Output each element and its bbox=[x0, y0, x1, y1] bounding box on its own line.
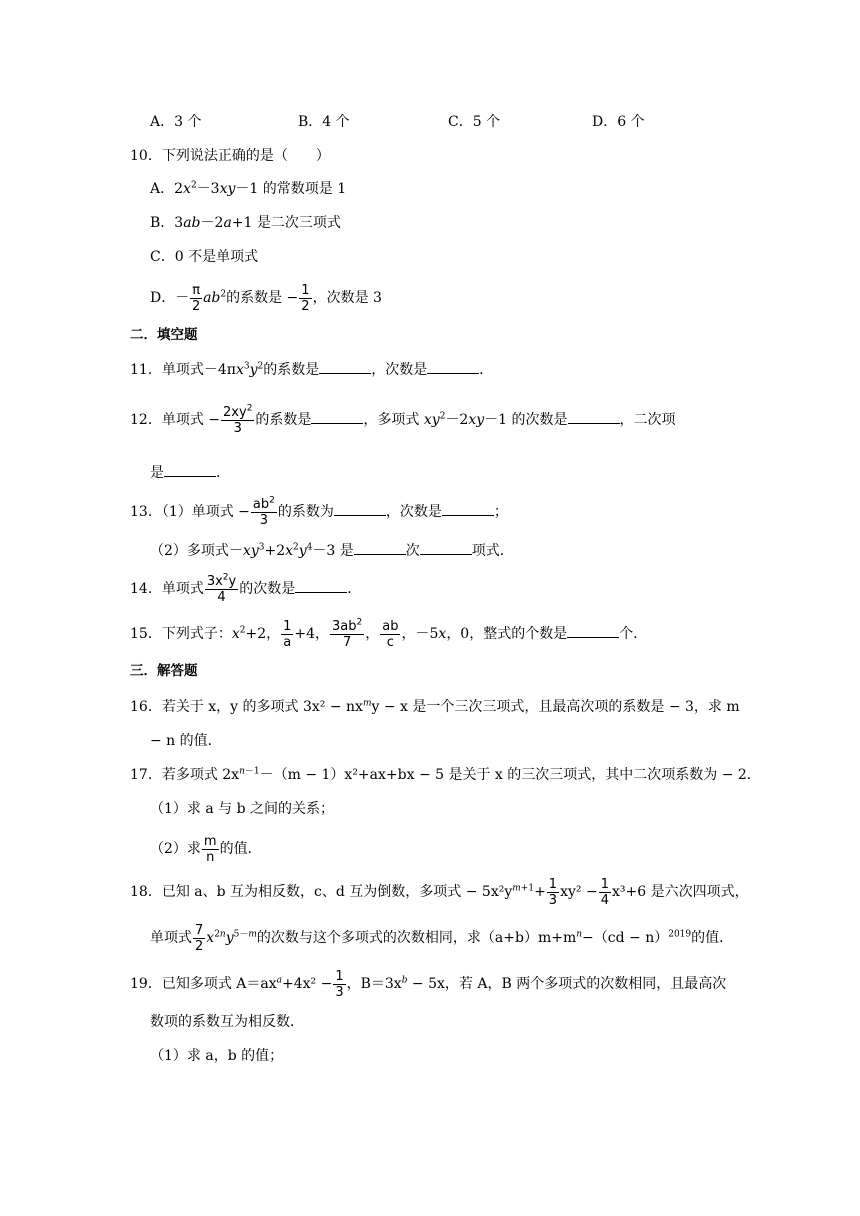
fraction: $\frac{1}{4}$ bbox=[600, 876, 609, 908]
answer-blank bbox=[568, 409, 620, 424]
q10-option-a: A．$2x^2-3xy-1$ 的常数项是 1 bbox=[150, 180, 347, 197]
answer-blank bbox=[442, 501, 494, 516]
fraction: $\frac{1}{3}$ bbox=[335, 968, 344, 1000]
q10-option-b: B．3ab－2a+1 是二次三项式 bbox=[150, 215, 341, 231]
fraction: $\frac{3x^2y}{4}$ bbox=[206, 572, 237, 605]
q9-option-a: A．3 个 bbox=[150, 114, 202, 130]
answer-blank bbox=[319, 359, 371, 374]
answer-blank bbox=[311, 409, 363, 424]
fraction: $\frac{7}{2}$ bbox=[195, 922, 204, 954]
answer-blank bbox=[334, 501, 386, 516]
section-answer-title: 三．解答题 bbox=[130, 663, 198, 679]
answer-blank bbox=[295, 578, 347, 593]
fraction: $\frac{\pi}{2}$ bbox=[192, 282, 201, 314]
q10-option-d: D．－ $\frac{\pi}{2}$ $ab^2$的系数是 − $\frac{1}{2}$ ，次数是 3 bbox=[150, 282, 382, 314]
answer-blank bbox=[420, 540, 472, 555]
q10-stem: 10．下列说法正确的是（ ） bbox=[130, 148, 330, 164]
q15: 15．下列式子：$x^2+2$， $\frac{1}{a}$ +4， $\frac{3ab^2}{7}$ ， $\frac{ab}{c}$ ，－5x，0，整式的个数是 个． bbox=[130, 617, 648, 650]
q12-line2: 是 ． bbox=[150, 462, 230, 483]
q16-line1: 16．若关于 x，y 的多项式 $3x^2 - nx^my - x$ 是一个三次三项式，且最高次项的系数是 − 3，求 m bbox=[130, 698, 740, 715]
fraction: $\frac{3ab^2}{7}$ bbox=[332, 617, 363, 650]
q18-line2: 单项式 $\frac{7}{2}$ $x^{2n}y^{5-m}$的次数与这个多项式的次数相同，求$(a+b)m+m^n-(cd - n)^{2019}$的值． bbox=[150, 922, 734, 954]
q17-part2: （2）求 $\frac{m}{n}$ 的值． bbox=[150, 833, 262, 865]
fraction: $\frac{1}{3}$ bbox=[548, 876, 558, 908]
q17-part1: （1）求 a 与 b 之间的关系； bbox=[150, 801, 335, 817]
q13-part1: 13．（1）单项式 − $\frac{ab^2}{3}$ 的系数为 ，次数是 ； bbox=[130, 495, 508, 528]
q18-line1: 18．已知 a、b 互为相反数，c、d 互为倒数，多项式 − $5x^2y^{m+1}+$ $\frac{1}{3}$ xy² − $\frac{1}{4}$ x³+6 是六次四项式， bbox=[130, 876, 749, 908]
fraction: $\frac{m}{n}$ bbox=[203, 833, 217, 865]
q13-part2: （2）多项式$-xy^3+2x^2y^4-3$ 是 次 项式． bbox=[150, 540, 514, 561]
q19-part1: （1）求 a，b 的值； bbox=[150, 1048, 284, 1064]
fraction: $\frac{2xy^2}{3}$ bbox=[223, 403, 253, 436]
q10-option-c: C．0 不是单项式 bbox=[150, 249, 259, 265]
q14: 14．单项式 $\frac{3x^2y}{4}$ 的次数是 ． bbox=[130, 572, 362, 605]
fraction: $\frac{1}{a}$ bbox=[283, 618, 292, 650]
answer-blank bbox=[354, 540, 406, 555]
q9-option-b: B．4 个 bbox=[298, 114, 350, 130]
q19-line2: 数项的系数互为相反数． bbox=[150, 1014, 304, 1030]
q11: 11．单项式$-4\pi x^3y^2$的系数是 ，次数是 ． bbox=[130, 359, 493, 380]
answer-blank bbox=[164, 462, 216, 477]
q9-option-c: C．5 个 bbox=[448, 114, 501, 130]
answer-blank bbox=[567, 623, 619, 638]
fraction: $\frac{ab}{c}$ bbox=[382, 618, 399, 650]
q12-line1: 12．单项式 − $\frac{2xy^2}{3}$ 的系数是 ，多项式 $xy^2-2xy-1$ 的次数是 ，二次项 bbox=[130, 403, 676, 436]
answer-blank bbox=[427, 359, 479, 374]
q9-option-d: D．6 个 bbox=[592, 114, 645, 130]
q19-line1: 19．已知多项式 $A=ax^a+4x^2$ − $\frac{1}{3}$ ，$B=3x^b - 5x$，若 A，B 两个多项式的次数相同，且最高次 bbox=[130, 968, 727, 1000]
fraction: $\frac{1}{2}$ bbox=[301, 282, 310, 314]
q17-line1: 17．若多项式 $2x^{n-1}-(m - 1)x^2+ax+bx - 5$ 是关于 x 的三次三项式，其中二次项系数为 − 2． bbox=[130, 766, 761, 783]
section-fill-title: 二．填空题 bbox=[130, 327, 198, 343]
fraction: $\frac{ab^2}{3}$ bbox=[252, 495, 275, 528]
q16-line2: − n 的值． bbox=[150, 733, 222, 749]
